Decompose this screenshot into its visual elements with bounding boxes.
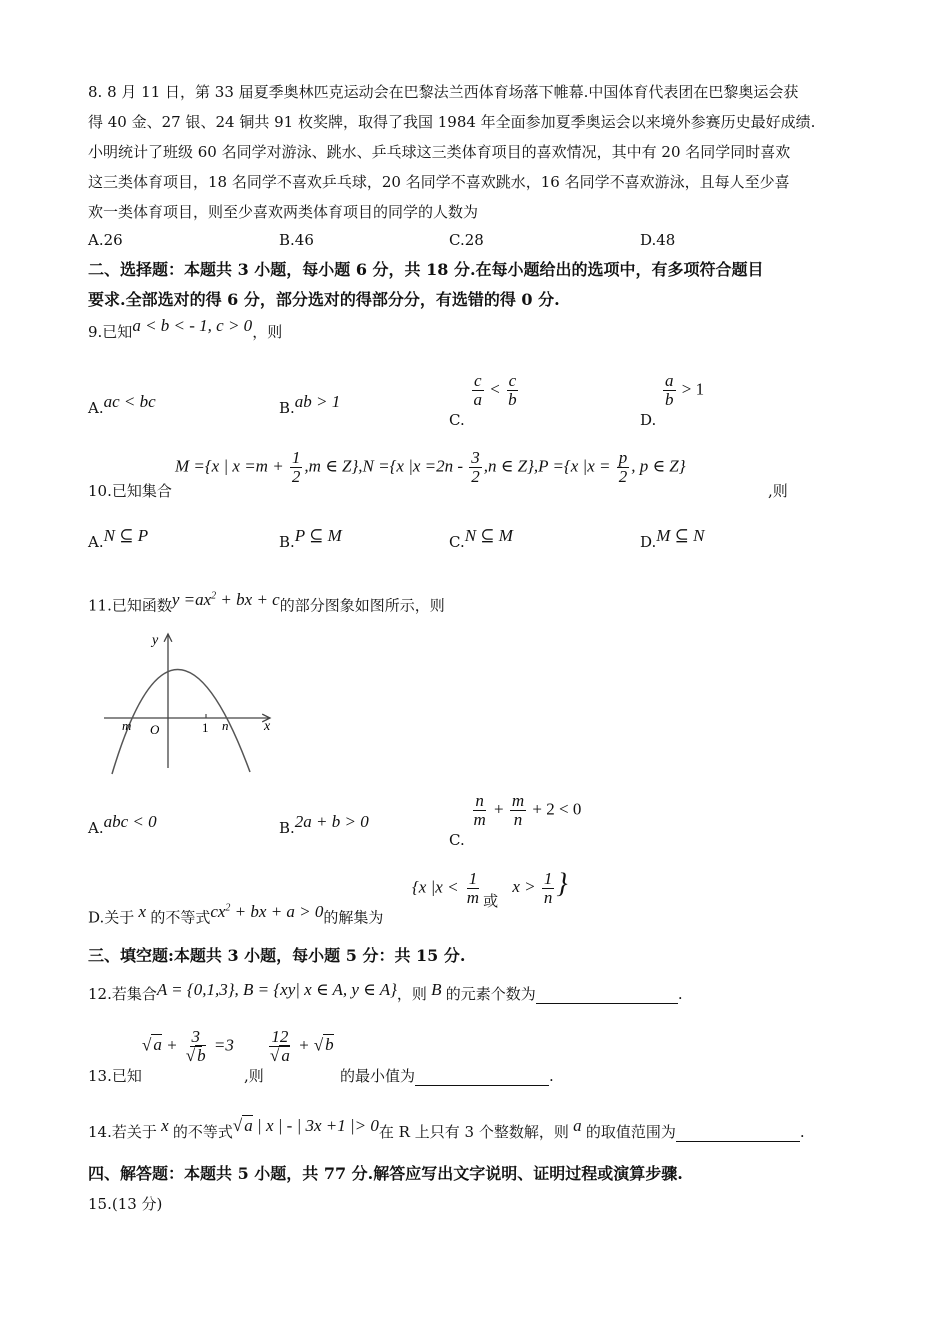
section-3-heading: 三、填空题:本题共 3 小题，每小题 5 分：共 15 分. xyxy=(88,946,466,965)
q8-line-1: 8. 8 月 11 日，第 33 届夏季奥林匹克运动会在巴黎法兰西体育场落下帷幕.中国体育代表团在巴黎奥运会获 xyxy=(88,83,799,101)
q9-option-a: A.ac < bc xyxy=(88,392,156,417)
q11-option-c: C. $\frac{n}{m}$ + $\frac{m}{n}$ + 2 < 0 xyxy=(449,791,582,849)
q10-option-a: A.N ⊆ P xyxy=(88,526,149,551)
q8-line-3: 小明统计了班级 60 名同学对游泳、跳水、乒乓球这三类体育项目的喜欢情况，其中有 20 名同学同时喜欢 xyxy=(88,143,791,161)
label-y: y xyxy=(152,633,159,648)
q10-suffix: ,则 xyxy=(768,482,788,500)
q13-suffix-line: 的最小值为 . xyxy=(340,1067,554,1085)
q13-prefix: 13.已知 xyxy=(88,1067,142,1085)
q9-stem: 9.已知a < b < - 1, c > 0，则 xyxy=(88,316,283,341)
q13-expression: $\frac{12}{√ a}$ + √ b xyxy=(270,1027,334,1065)
q8-option-c: C.28 xyxy=(449,231,484,249)
q9-option-d: D. $\frac{a}{b}$ > 1 xyxy=(640,371,705,429)
q14-answer-blank[interactable] xyxy=(676,1125,800,1142)
label-n: n xyxy=(222,718,229,733)
label-origin: O xyxy=(150,722,160,737)
section-4-heading: 四、解答题：本题共 5 小题，共 77 分.解答应写出文字说明、证明过程或演算步骤. xyxy=(88,1164,683,1183)
parabola-curve xyxy=(112,669,250,774)
q8-line-4: 这三类体育项目，18 名同学不喜欢乒乓球，20 名同学不喜欢跳水，16 名同学不喜欢游泳，且每人至少喜 xyxy=(88,173,790,191)
q11-option-d-solution-set: {x |x < $\frac{1}{m}$ 或 x > $\frac{1}{n}$ } xyxy=(412,868,568,911)
q10-option-b: B.P ⊆ M xyxy=(279,526,342,551)
q11-option-b: B.2a + b > 0 xyxy=(279,812,369,837)
q9-option-c: C. $\frac{c}{a}$ < $\frac{c}{b}$ xyxy=(449,371,517,429)
section-2-heading: 二、选择题：本题共 3 小题，每小题 6 分，共 18 分.在每小题给出的选项中，有多项符合题目 xyxy=(88,260,764,279)
q8-option-a: A.26 xyxy=(88,231,123,249)
q10-option-d: D.M ⊆ N xyxy=(640,526,705,551)
q9-option-b: B.ab > 1 xyxy=(279,392,341,417)
q13-answer-blank[interactable] xyxy=(415,1069,549,1086)
q8-option-b: B.46 xyxy=(279,231,314,249)
q11-parabola-graph xyxy=(100,626,280,776)
q8-line-5: 欢一类体育项目，则至少喜欢两类体育项目的同学的人数为 xyxy=(88,203,479,221)
q12-answer-blank[interactable] xyxy=(536,987,678,1004)
q10-sets: M ={x | x =m + $\frac{1}{2}$ ,m ∈ Z},N ={x |x =2n - $\frac{3}{2}$ ,n ∈ Z},P ={x |x = $\frac{p}{2}$ , p ∈ Z} xyxy=(175,448,686,486)
q14-stem: 14.若关于 x 的不等式√ a | x | - | 3x +1 |> 0在 R 上只有 3 个整数解，则 a 的取值范围为 . xyxy=(88,1116,805,1141)
q12-stem: 12.若集合A = {0,1,3}, B = {xy| x ∈ A, y ∈ A}，则 B 的元素个数为 . xyxy=(88,980,683,1003)
q11-stem: 11.已知函数$y =ax^2$ + bx + c的部分图象如图所示，则 xyxy=(88,589,445,615)
label-one: 1 xyxy=(202,720,209,735)
q9-condition: a < b < - 1, c > 0 xyxy=(132,316,253,335)
q13-condition: √ a + $\frac{3}{√ b}$ =3 xyxy=(142,1027,234,1065)
q11-option-a: A.abc < 0 xyxy=(88,812,157,837)
q15-label: 15.(13 分) xyxy=(88,1195,163,1213)
q8-line-2: 得 40 金、27 银、24 铜共 91 枚奖牌，取得了我国 1984 年全面参加夏季奥运会以来境外参赛历史最好成绩. xyxy=(88,113,816,131)
label-m: m xyxy=(122,718,132,733)
q10-prefix: 10.已知集合 xyxy=(88,482,172,500)
q8-option-d: D.48 xyxy=(640,231,676,249)
section-2-heading-line-2: 要求.全部选对的得 6 分，部分选对的得部分分，有选错的得 0 分. xyxy=(88,290,560,309)
q10-option-c: C.N ⊆ M xyxy=(449,526,513,551)
label-x: x xyxy=(264,719,271,734)
q13-then: ,则 xyxy=(244,1067,264,1085)
q11-option-d: D.关于 x 的不等式$cx^2$ + bx + a > 0的解集为 xyxy=(88,901,384,927)
